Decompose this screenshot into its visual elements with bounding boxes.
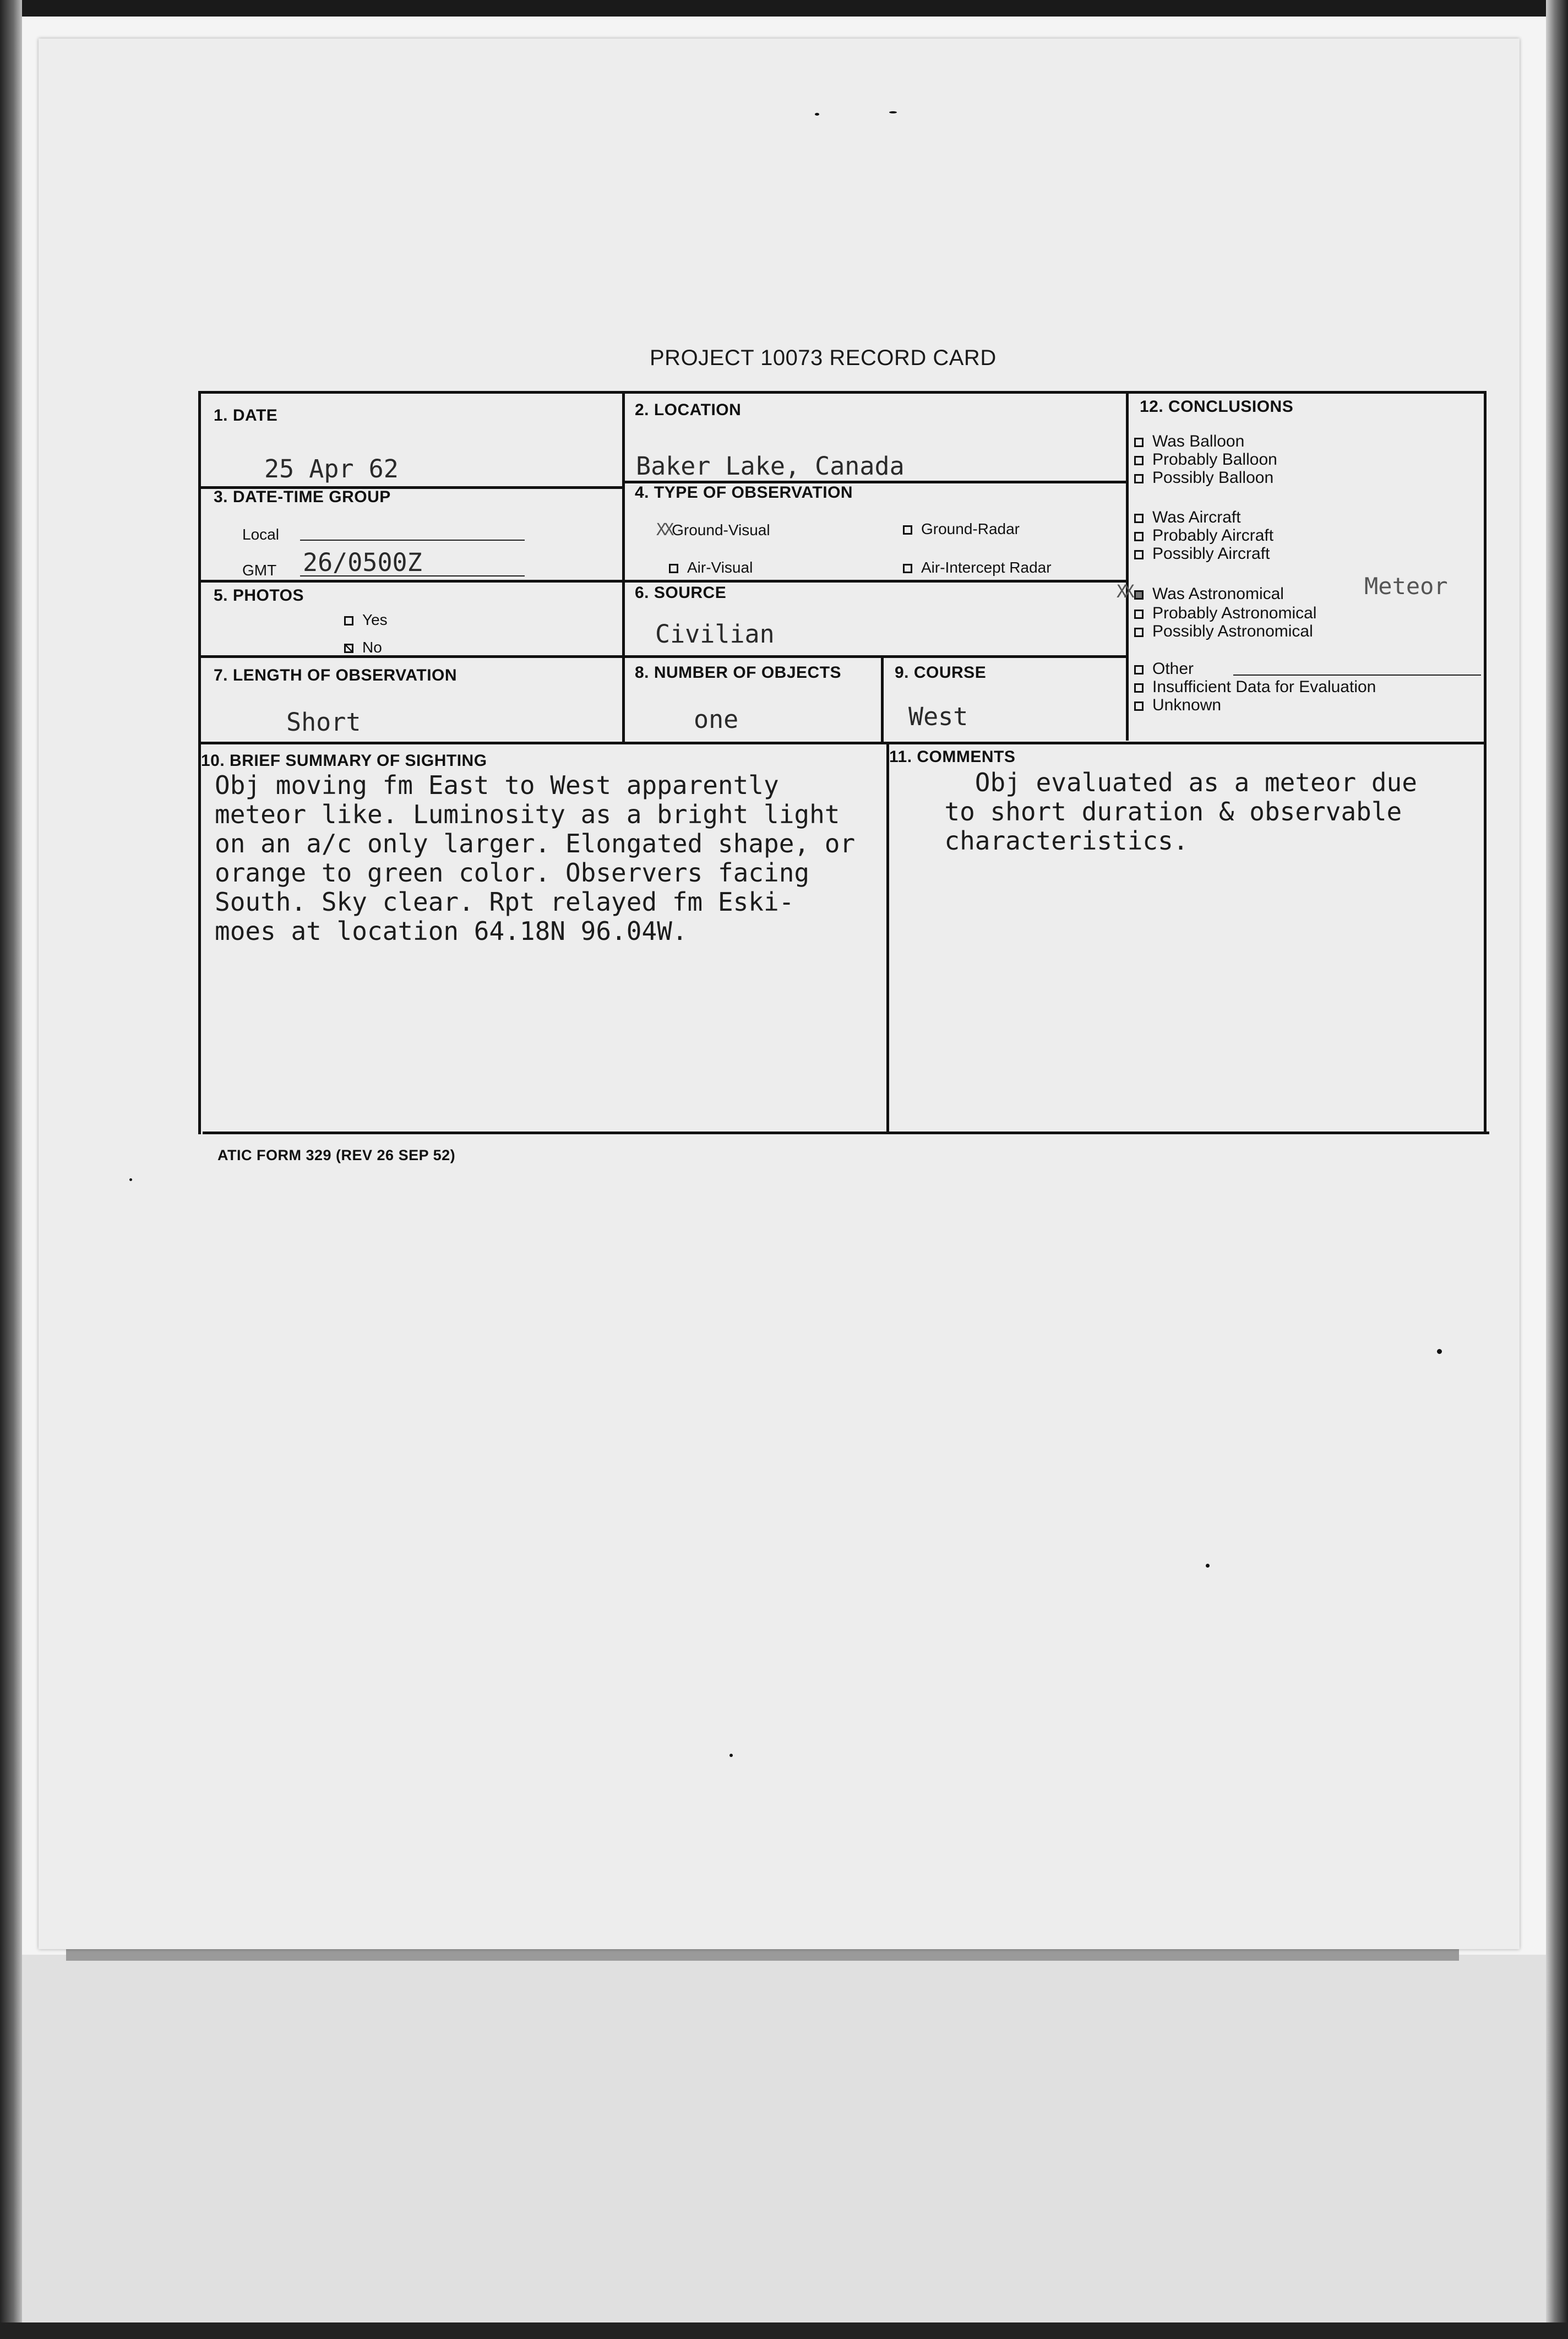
conclusion-text: Other (1152, 660, 1194, 678)
date-time-group-label: 3. DATE-TIME GROUP (214, 488, 391, 506)
astronomical-selected-mark: XX (1117, 581, 1131, 602)
photos-label: 5. PHOTOS (214, 586, 304, 605)
conclusions-label: 12. CONCLUSIONS (1140, 398, 1294, 416)
source-value: Civilian (655, 619, 775, 649)
number-of-objects-value: one (694, 705, 739, 734)
summary-label: 10. BRIEF SUMMARY OF SIGHTING (201, 752, 487, 770)
ground-visual-text: Ground-Visual (672, 521, 770, 538)
conclusion-text: Unknown (1152, 696, 1222, 714)
divider-col-3 (881, 655, 884, 743)
checkbox-icon (669, 564, 678, 573)
ground-visual-mark: XX (656, 520, 672, 540)
conclusion-text: Possibly Aircraft (1152, 545, 1270, 563)
speck (1437, 1349, 1442, 1354)
conclusion-text: Probably Astronomical (1152, 604, 1317, 622)
film-frame-bottom (0, 2322, 1568, 2339)
divider-summary-comments (886, 743, 889, 1134)
location-value: Baker Lake, Canada (636, 452, 905, 481)
checkbox-icon (1134, 665, 1144, 674)
conclusion-text: Insufficient Data for Evaluation (1152, 678, 1376, 696)
air-visual-text: Air-Visual (687, 559, 753, 576)
conclusion-was-balloon (1134, 432, 1244, 451)
photos-yes (344, 611, 388, 629)
conclusion-text: Possibly Astronomical (1152, 622, 1313, 640)
conclusion-probably-aircraft (1134, 526, 1273, 545)
checkbox-icon (1134, 532, 1144, 541)
comments-text: Obj evaluated as a meteor due to short duration & observable characteristics. (944, 768, 1417, 856)
checkbox-icon (1134, 628, 1144, 637)
conclusion-text: Was Balloon (1152, 432, 1245, 450)
gmt-value: 26/0500Z (303, 548, 422, 577)
card-border-bottom (203, 1132, 1489, 1134)
checkbox-icon (1134, 474, 1144, 483)
record-card-title: PROJECT 10073 RECORD CARD (650, 346, 997, 370)
checkbox-icon (1134, 683, 1144, 693)
checkbox-icon (1134, 610, 1144, 619)
conclusion-possibly-astronomical (1134, 622, 1313, 641)
card-border-top (198, 391, 1487, 394)
divider-row-4 (198, 742, 1487, 744)
date-label: 1. DATE (214, 406, 278, 425)
checkbox-checked-icon (1134, 590, 1144, 600)
length-of-observation-value: Short (286, 708, 361, 737)
other-line (1233, 674, 1481, 676)
divider-row-2 (198, 580, 1126, 583)
checkbox-icon (903, 525, 912, 535)
local-line (300, 540, 525, 541)
conclusion-other (1134, 660, 1194, 678)
type-of-observation-label: 4. TYPE OF OBSERVATION (635, 483, 853, 502)
conclusion-text: Probably Balloon (1152, 450, 1277, 469)
number-of-objects-label: 8. NUMBER OF OBJECTS (635, 663, 842, 682)
form-number: ATIC FORM 329 (REV 26 SEP 52) (217, 1147, 456, 1163)
record-card (198, 391, 1487, 1134)
conclusion-was-astronomical (1134, 585, 1284, 603)
divider-col-1 (622, 391, 625, 743)
film-frame-top (0, 0, 1568, 17)
conclusion-text: Was Astronomical (1152, 585, 1284, 603)
ground-radar-text: Ground-Radar (921, 520, 1020, 537)
photos-yes-text: Yes (362, 611, 388, 628)
obs-air-intercept-radar (903, 559, 1052, 576)
course-label: 9. COURSE (895, 663, 987, 682)
conclusion-text: Was Aircraft (1152, 508, 1241, 526)
conclusion-typed-note: Meteor (1364, 573, 1448, 600)
speck (815, 113, 819, 116)
source-label: 6. SOURCE (635, 584, 727, 602)
film-frame-right (1546, 0, 1568, 2339)
local-label: Local (242, 526, 279, 543)
card-border-right (1484, 391, 1487, 1134)
photos-no-text: No (362, 639, 382, 656)
checkbox-icon (1134, 514, 1144, 523)
next-page-edge (22, 1955, 1546, 2322)
speck (889, 111, 897, 113)
summary-text: Obj moving fm East to West apparently meteor like. Luminosity as a bright light on an a/c only larger. Elongated shape, or orange to green color. Observers facing South. Sky clear. Rpt relayed fm Eski- moes at location 64.18N 96.04W. (215, 770, 856, 946)
obs-ground-visual (656, 520, 770, 540)
obs-ground-radar (903, 520, 1020, 538)
conclusion-text: Possibly Balloon (1152, 469, 1274, 487)
conclusion-text: Probably Aircraft (1152, 526, 1274, 545)
air-intercept-radar-text: Air-Intercept Radar (921, 559, 1052, 576)
obs-air-visual (669, 559, 753, 576)
conclusion-probably-astronomical (1134, 604, 1316, 623)
conclusion-possibly-aircraft (1134, 545, 1270, 563)
comments-label: 11. COMMENTS (889, 748, 1016, 766)
conclusion-was-aircraft (1134, 508, 1241, 527)
checkbox-icon (903, 564, 912, 573)
checkbox-icon (1134, 701, 1144, 711)
conclusion-possibly-balloon (1134, 469, 1273, 487)
checkbox-icon (1134, 438, 1144, 447)
checkbox-icon (344, 616, 353, 625)
speck (729, 1754, 733, 1757)
divider-col-2 (1126, 391, 1129, 741)
date-value: 25 Apr 62 (264, 454, 399, 483)
speck (1206, 1564, 1210, 1568)
conclusion-insufficient-data (1134, 678, 1376, 697)
length-of-observation-label: 7. LENGTH OF OBSERVATION (214, 666, 458, 684)
course-value: West (908, 702, 968, 731)
photos-no (344, 639, 382, 656)
checkbox-icon (1134, 456, 1144, 465)
divider-row-3 (198, 655, 1126, 658)
location-label: 2. LOCATION (635, 401, 742, 419)
checkbox-checked-icon (344, 644, 353, 653)
conclusion-unknown (1134, 696, 1221, 715)
checkbox-icon (1134, 550, 1144, 559)
conclusion-probably-balloon (1134, 450, 1277, 469)
film-frame-left (0, 0, 22, 2339)
speck (129, 1178, 132, 1181)
gmt-label: GMT (242, 562, 277, 579)
